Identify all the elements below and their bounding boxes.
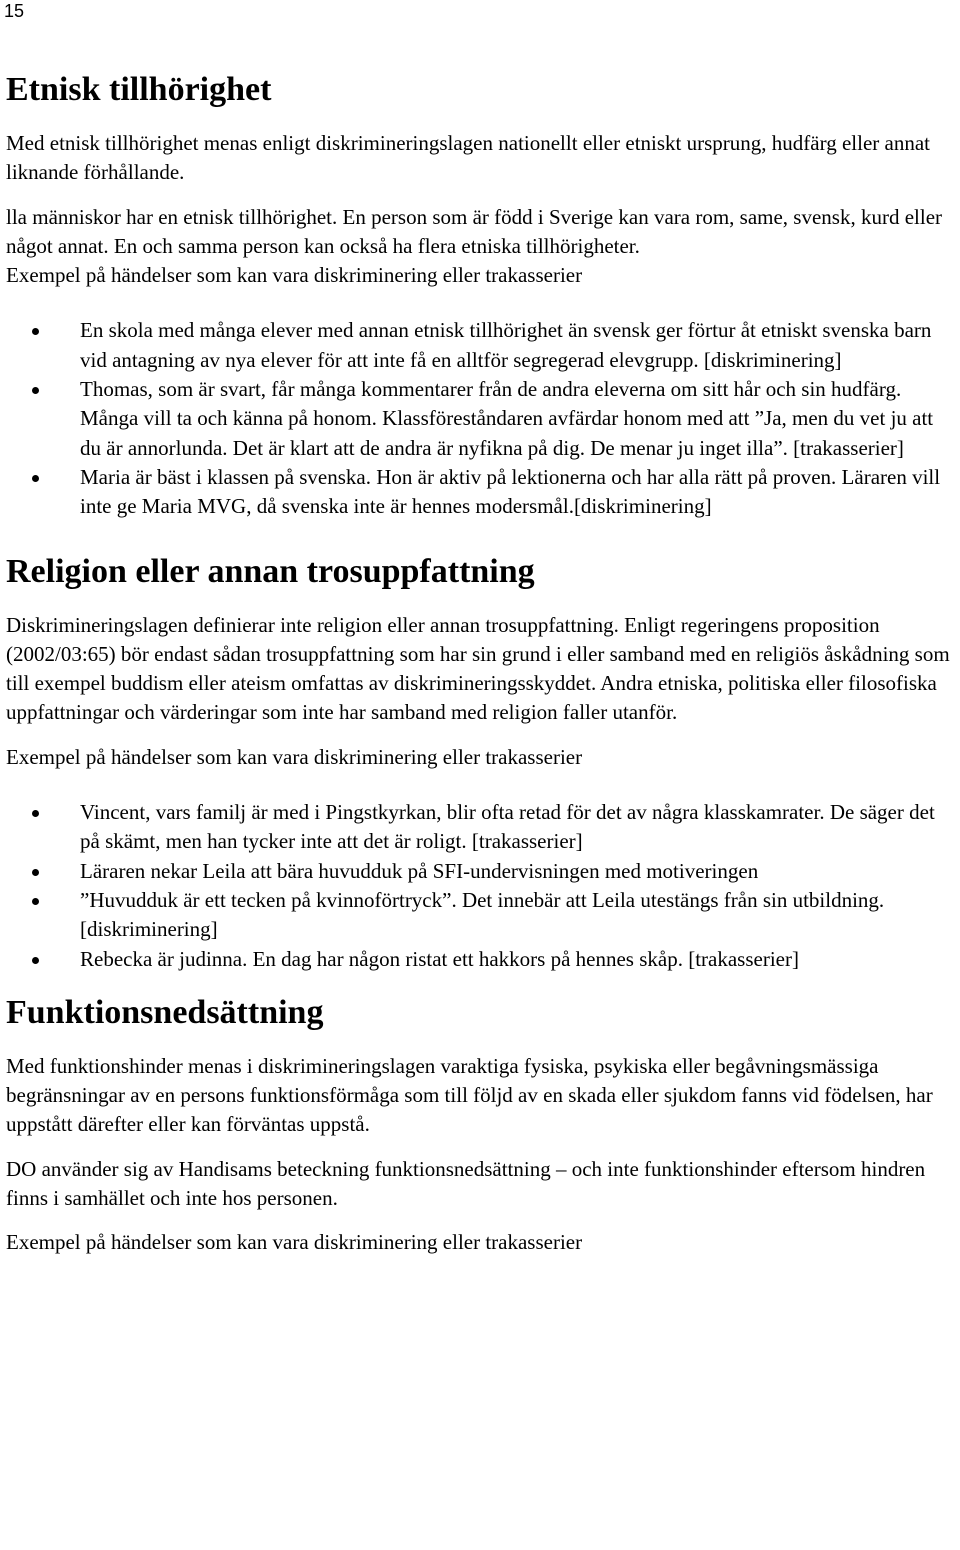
examples-intro: Exempel på händelser som kan vara diskriminering eller trakasserier [6, 263, 583, 288]
list-item [6, 798, 951, 857]
section-heading-funktionsnedsattning: Funktionsnedsättning [6, 993, 324, 1031]
paragraph: Med etnisk tillhörighet menas enligt diskrimineringslagen nationellt eller etniskt ursprung, hudfärg eller annat liknande förhållande. [6, 131, 930, 185]
list-item-text: Thomas, som är svart, får många kommentarer från de andra eleverna om sitt hår och sin hudfärg. Många vill ta och känna på honom. Klassföreståndaren avfärdar honom med att ”Ja, men du vet ju att du är annorlunda. Det är klart att de andra är nyfikna på dig. De menar ju inget illa”. [trakasserier] [80, 377, 934, 460]
list-item [6, 857, 951, 886]
list-item-text: Läraren nekar Leila att bära huvudduk på SFI-undervisningen med motiveringen [80, 858, 759, 883]
list-item-text: Rebecka är judinna. En dag har någon ristat ett hakkors på hennes skåp. [trakasserier] [80, 946, 799, 971]
bullet-icon [32, 869, 39, 876]
section-heading-religion: Religion eller annan trosuppfattning [6, 552, 535, 590]
bullet-icon [32, 957, 39, 964]
list-item [6, 886, 951, 945]
examples-intro: Exempel på händelser som kan vara diskriminering eller trakasserier [6, 1230, 583, 1255]
list-item-text: ”Huvudduk är ett tecken på kvinnoförtryck”. Det innebär att Leila utestängs från sin utbildning. [diskriminering] [80, 887, 885, 942]
example-list [6, 316, 951, 521]
paragraph: lla människor har en etnisk tillhörighet. En person som är född i Sverige kan vara rom, same, svensk, kurd eller något annat. En och samma person kan också ha flera etniska tillhörigheter. [6, 204, 943, 258]
section-heading-etnisk: Etnisk tillhörighet [6, 71, 272, 108]
document-body [6, 66, 951, 1258]
bullet-icon [32, 328, 39, 335]
bullet-icon [32, 387, 39, 394]
paragraph: Diskrimineringslagen definierar inte religion eller annan trosuppfattning. Enligt regeringens proposition (2002/03:65) bör endast sådan trosuppfattning som har sin grund i eller samband med en religiös åskådning som till exempel buddism eller ateism omfattas av diskrimineringsskyddet. Andra etniska, politiska eller filosofiska uppfattningar och värderingar som inte har samband med religion faller utanför. [6, 612, 950, 725]
page-number: 15 [4, 1, 25, 21]
list-item-text: Maria är bäst i klassen på svenska. Hon är aktiv på lektionerna och har alla rätt på proven. Läraren vill inte ge Maria MVG, då svenska inte är hennes modersmål.[diskriminering] [80, 464, 941, 519]
paragraph: DO använder sig av Handisams beteckning funktionsnedsättning – och inte funktionshinder eftersom hindren finns i samhället och inte hos personen. [6, 1156, 926, 1211]
bullet-icon [32, 475, 39, 482]
bullet-icon [32, 810, 39, 817]
example-list [6, 798, 951, 974]
list-item-text: En skola med många elever med annan etnisk tillhörighet än svensk ger förtur åt etniskt svenska barn vid antagning av nya elever för att inte få en alltför segregerad elevgrupp. [diskriminering] [80, 318, 932, 372]
paragraph: Med funktionshinder menas i diskrimineringslagen varaktiga fysiska, psykiska eller begåvningsmässiga begränsningar av en persons funktionsförmåga som till följd av en skada eller sjukdom fanns vid födelsen, har uppstått därefter eller kan förväntas uppstå. [6, 1053, 933, 1137]
list-item [6, 316, 951, 375]
examples-intro: Exempel på händelser som kan vara diskriminering eller trakasserier [6, 744, 583, 769]
list-item [6, 375, 951, 463]
list-item [6, 945, 951, 974]
list-item-text: Vincent, vars familj är med i Pingstkyrkan, blir ofta retad för det av några klasskamrater. De säger det på skämt, men han tycker inte att det är roligt. [trakasserier] [80, 800, 935, 854]
list-item [6, 463, 951, 522]
bullet-icon [32, 898, 39, 905]
